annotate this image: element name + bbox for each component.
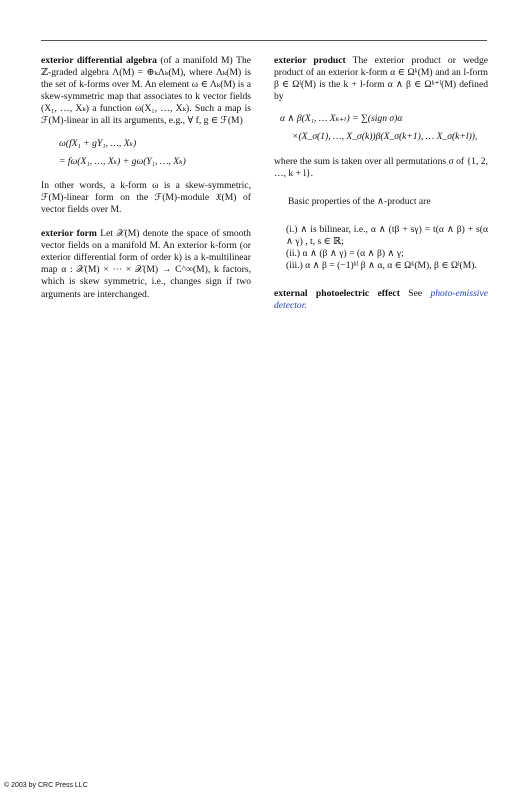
definition-text: Let 𝒳(M) denote the space of smooth vector fields on a manifold M. An exterior k-form (or exterior differential form of order k) is a k-multilinear map α : 𝒳(M) × ⋯ × 𝒳(M) → C^∞(M), k factors, which is skew symmetric, i.e., changes sign if two arguments are interchanged. bbox=[41, 228, 251, 300]
equation-line: ×(X_σ(1), …, X_σ(k))β(X_σ(k+1), … X_σ(k+l)), bbox=[292, 131, 478, 143]
entry-exterior-product bbox=[274, 55, 488, 103]
cross-reference-link[interactable]: photo-emissive detector. bbox=[274, 288, 488, 312]
definition-text: In other words, a k-form ω is a skew-symmetric, ℱ(M)-linear form on the ℱ(M)-module 𝔛(M) of vector fields over M. bbox=[41, 179, 251, 215]
see-text: See bbox=[399, 288, 431, 300]
entry-external-photoelectric-effect bbox=[274, 288, 488, 312]
copyright-footer: © 2003 by CRC Press LLC bbox=[4, 782, 88, 789]
header-rule bbox=[41, 40, 487, 41]
headword: exterior form bbox=[41, 228, 97, 240]
headword: external photoelectric effect bbox=[274, 288, 400, 300]
headword: exterior differential algebra bbox=[41, 55, 157, 66]
equation-line: = fω(X₁, …, Xₖ) + gω(Y₁, …, Xₖ) bbox=[59, 155, 186, 167]
definition-text: where the sum is taken over all permutations σ of {1, 2, …, k + l}. bbox=[274, 155, 488, 179]
headword: exterior product bbox=[274, 55, 346, 66]
entry-exterior-differential-algebra bbox=[41, 55, 251, 128]
list-item: (i.) ∧ is bilinear, i.e., α ∧ (tβ + sγ) = t(α ∧ β) + s(α ∧ γ) , t, s ∈ ℝ; bbox=[286, 223, 488, 247]
equation-line: α ∧ β(X₁, … Xₖ₊ₗ) = ∑(sign σ)α bbox=[280, 113, 403, 125]
left-column bbox=[41, 55, 251, 301]
list-item: (ii.) α ∧ (β ∧ γ) = (α ∧ β) ∧ γ; bbox=[286, 248, 404, 260]
entry-exterior-form bbox=[41, 228, 251, 301]
right-column bbox=[274, 55, 488, 312]
definition-text: (of a manifold M) The ℤ-graded algebra Λ(M) = ⊕ₖΛₖ(M), where Λₖ(M) is the set of k-forms over M. An element ω ∈ Λₖ(M) is a skew-symmetric map that associates to k vector fields (X₁, …, Xₖ) a function ω(X₁, …, Xₖ). Such a map is ℱ(M)-linear in all its arguments, e.g., ∀ f, g ∈ ℱ(M) bbox=[41, 55, 252, 127]
definition-text: The exterior product or wedge product of an exterior k-form α ∈ Ωᵏ(M) and an l-form β ∈ Ωˡ(M) is the k + l-form α ∧ β ∈ Ωᵏ⁺ˡ(M) defined by bbox=[274, 55, 488, 103]
list-item: (iii.) α ∧ β = (−1)ᵏˡ β ∧ α, α ∈ Ωᵏ(M), β ∈ Ωˡ(M). bbox=[286, 260, 477, 272]
equation-line: ω(fX₁ + gY₁, …, Xₖ) bbox=[59, 137, 137, 149]
properties-list bbox=[274, 224, 488, 272]
properties-intro: Basic properties of the ∧-product are bbox=[288, 195, 431, 207]
